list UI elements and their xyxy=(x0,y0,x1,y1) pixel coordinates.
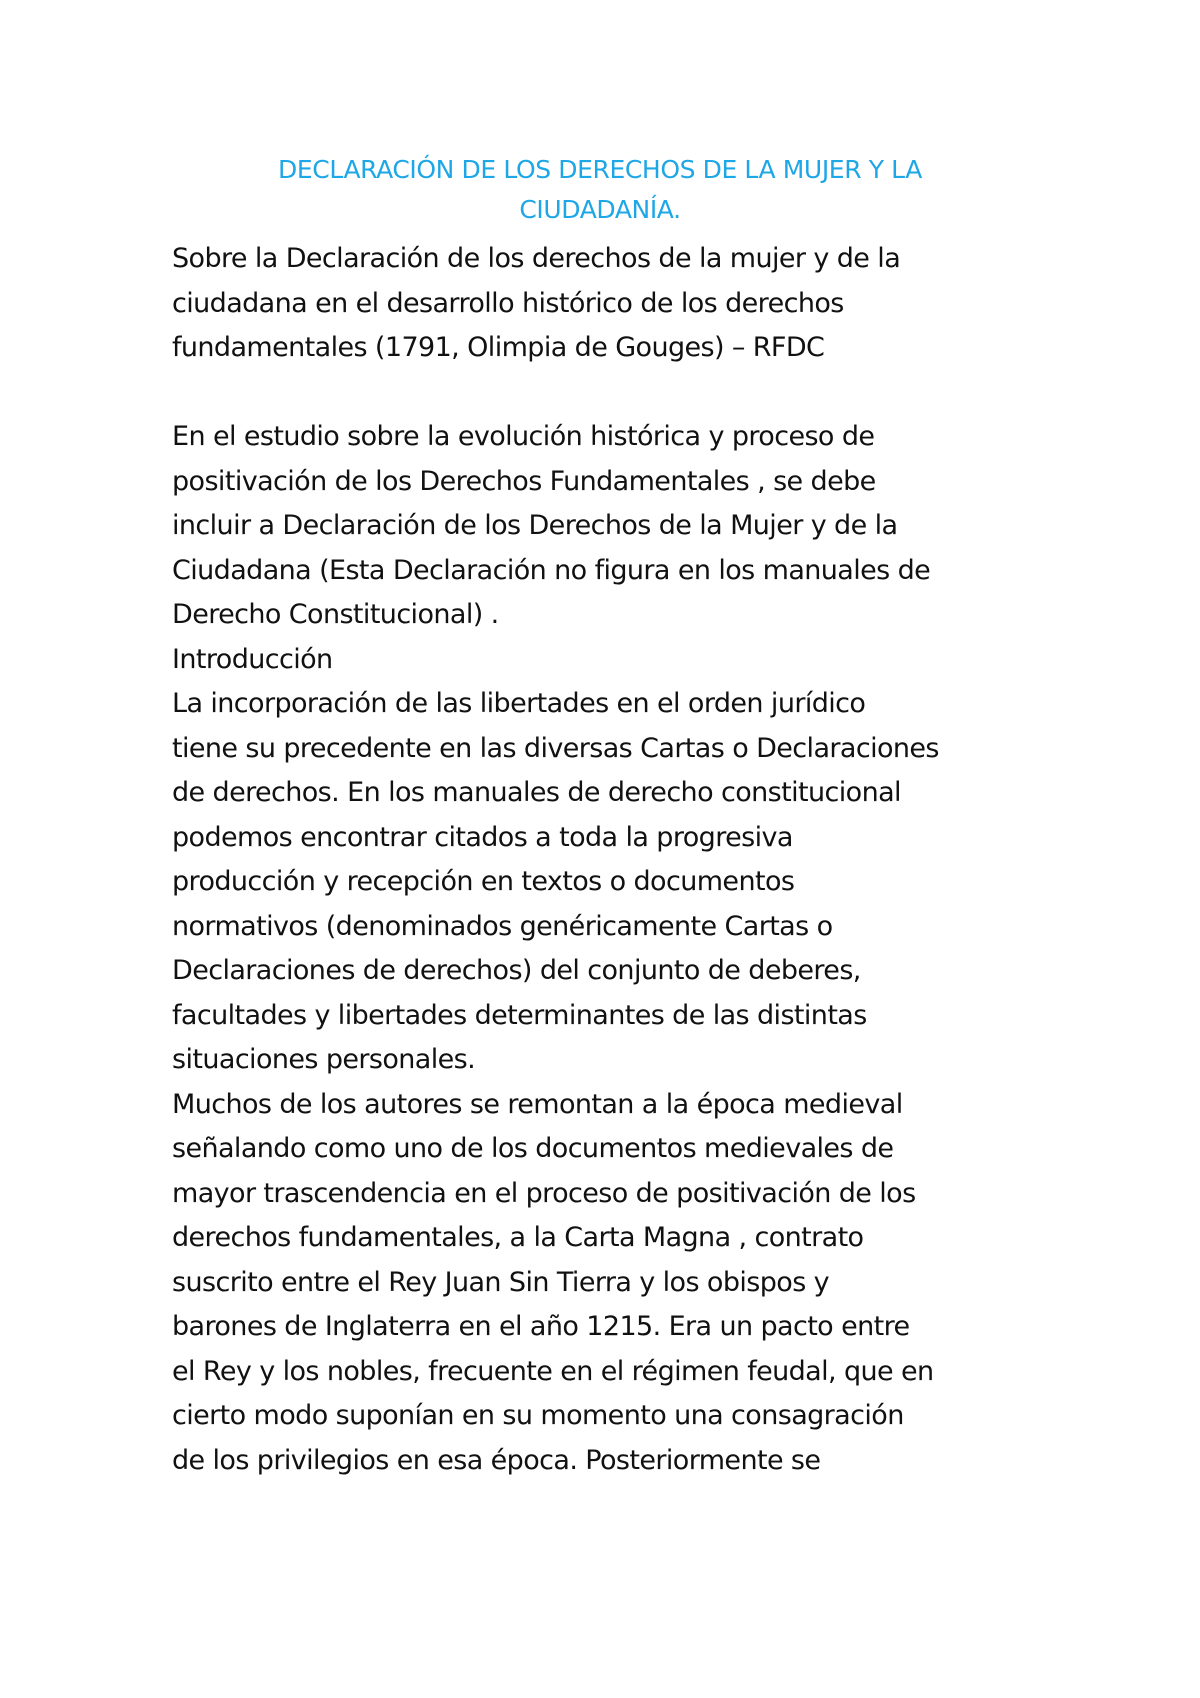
text-line: Ciudadana (Esta Declaración no figura en los manuales de xyxy=(172,554,931,586)
text-line: mayor trascendencia en el proceso de positivación de los xyxy=(172,1177,916,1209)
text-line: Sobre la Declaración de los derechos de la mujer y de la xyxy=(172,243,901,274)
text-line: incluir a Declaración de los Derechos de la Mujer y de la xyxy=(172,510,898,541)
text-line: ciudadana en el desarrollo histórico de los derechos xyxy=(172,287,844,319)
text-line: de los privilegios en esa época. Posteriormente se xyxy=(172,1444,821,1476)
text-line: señalando como uno de los documentos medievales de xyxy=(172,1133,894,1164)
title-line: CIUDADANÍA. xyxy=(519,195,681,224)
text-line: cierto modo suponían en su momento una consagración xyxy=(172,1400,904,1431)
document-body xyxy=(172,237,1072,1483)
text-line: normativos (denominados genéricamente Cartas o xyxy=(172,910,833,942)
text-line: Declaraciones de derechos) del conjunto de deberes, xyxy=(172,955,861,986)
document-title xyxy=(120,150,1080,230)
text-line: positivación de los Derechos Fundamentales , se debe xyxy=(172,465,876,497)
text-line: producción y recepción en textos o documentos xyxy=(172,866,795,897)
text-line: situaciones personales. xyxy=(172,1044,476,1075)
text-line: suscrito entre el Rey Juan Sin Tierra y los obispos y xyxy=(172,1266,830,1298)
text-line: facultades y libertades determinantes de las distintas xyxy=(172,999,867,1031)
text-line: En el estudio sobre la evolución histórica y proceso de xyxy=(172,421,875,452)
text-line: derechos fundamentales, a la Carta Magna , contrato xyxy=(172,1222,864,1253)
text-line: tiene su precedente en las diversas Cartas o Declaraciones xyxy=(172,732,939,764)
text-line: de derechos. En los manuales de derecho constitucional xyxy=(172,777,901,808)
text-line: Derecho Constitucional) . xyxy=(172,599,499,630)
text-line: Muchos de los autores se remontan a la época medieval xyxy=(172,1088,903,1120)
title-line: DECLARACIÓN DE LOS DERECHOS DE LA MUJER Y LA xyxy=(278,155,922,184)
text-line: el Rey y los nobles, frecuente en el régimen feudal, que en xyxy=(172,1355,934,1387)
text-line: La incorporación de las libertades en el orden jurídico xyxy=(172,688,866,719)
text-line: podemos encontrar citados a toda la progresiva xyxy=(172,821,793,853)
paragraph-spacer xyxy=(172,371,1072,416)
text-line: barones de Inglaterra en el año 1215. Era un pacto entre xyxy=(172,1311,910,1342)
text-line: fundamentales (1791, Olimpia de Gouges) – RFDC xyxy=(172,332,825,363)
section-heading: Introducción xyxy=(172,643,333,675)
